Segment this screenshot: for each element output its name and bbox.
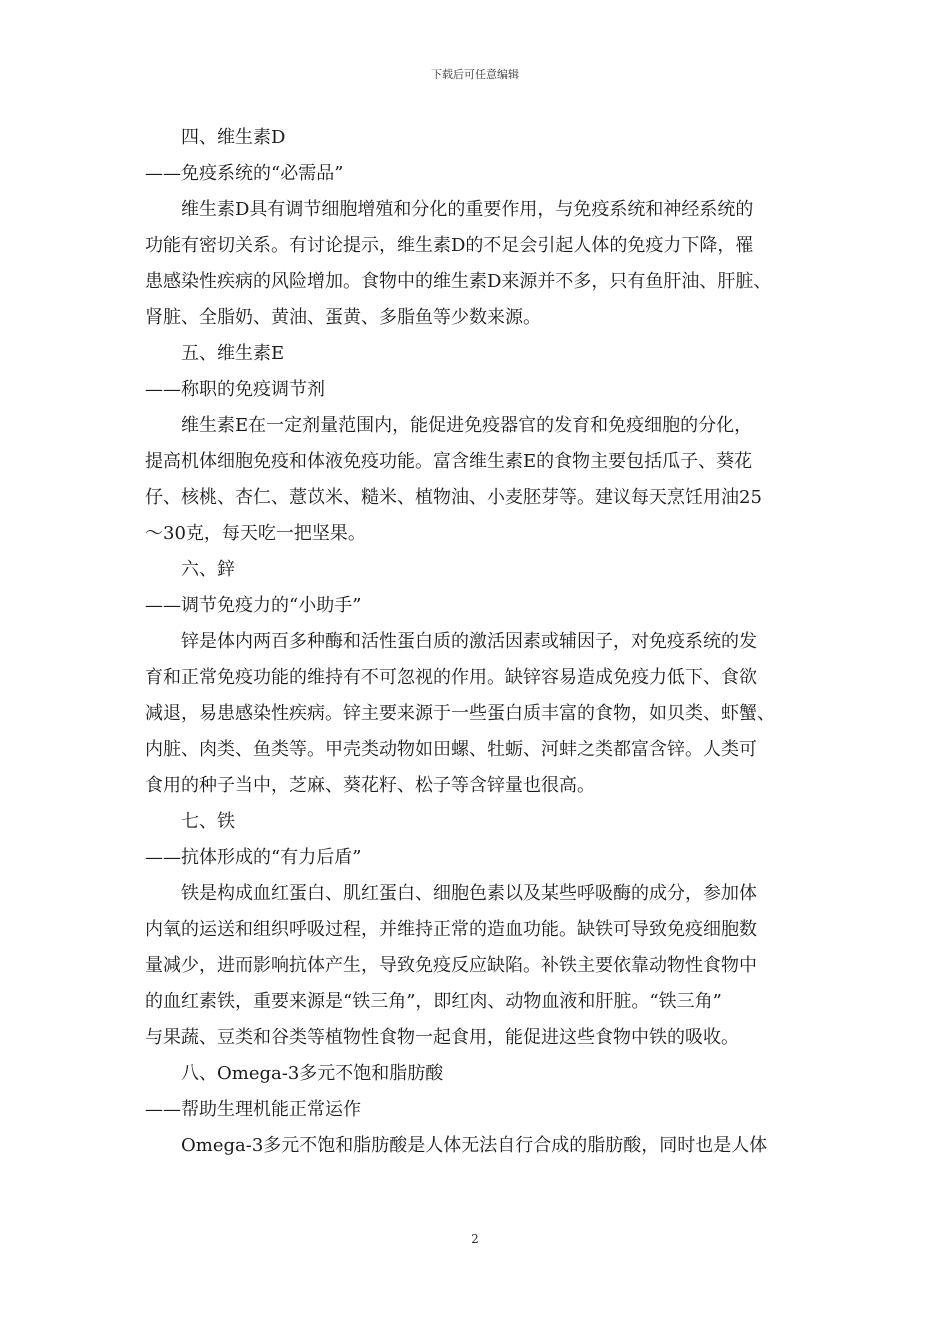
section-subtitle: ——免疫系统的“必需品” <box>145 163 344 184</box>
section-title: 六、鋅 <box>181 559 235 580</box>
section-title: 五、维生素E <box>181 343 285 364</box>
paragraph-line: Omega-3多元不饱和脂肪酸是人体无法自行合成的脂肪酸，同时也是人体 <box>181 1135 768 1156</box>
section-title: 四、维生素D <box>181 127 286 148</box>
paragraph-line: 维生素D具有调节细胞增殖和分化的重要作用，与免疫系统和神经系统的 <box>181 199 754 220</box>
section-zinc <box>145 554 810 802</box>
section-subtitle: ——抗体形成的“有力后盾” <box>145 847 362 868</box>
paragraph-line: 患感染性疾病的风险增加。食物中的维生素D来源并不多，只有鱼肝油、肝脏、 <box>145 271 772 292</box>
section-title: 八、Omega-3多元不饱和脂肪酸 <box>181 1063 444 1084</box>
section-vitamin-e <box>145 338 810 550</box>
paragraph-line: 仔、核桃、杏仁、薏苡米、糙米、植物油、小麦胚芽等。建议每天烹饪用油25 <box>145 487 762 508</box>
paragraph-line: 量减少，进而影响抗体产生，导致免疫反应缺陷。补铁主要依靠动物性食物中 <box>145 955 757 976</box>
paragraph-line: 与果蔬、豆类和谷类等植物性食物一起食用，能促进这些食物中铁的吸收。 <box>145 1027 739 1048</box>
section-subtitle: ——帮助生理机能正常运作 <box>145 1099 361 1120</box>
section-vitamin-d <box>145 122 810 334</box>
page-header-note: 下载后可任意编辑 <box>431 68 519 81</box>
paragraph-line: 功能有密切关系。有讨论提示，维生素D的不足会引起人体的免疫力下降，罹 <box>145 235 754 256</box>
document-body <box>145 122 810 1162</box>
paragraph-line: 肾脏、全脂奶、黄油、蛋黄、多脂鱼等少数来源。 <box>145 307 541 328</box>
paragraph-line: 内脏、肉类、鱼类等。甲壳类动物如田螺、牡蛎、河蚌之类都富含锌。人类可 <box>145 739 757 760</box>
paragraph-line: 食用的种子当中，芝麻、葵花籽、松子等含锌量也很高。 <box>145 775 595 796</box>
paragraph-line: 减退，易患感染性疾病。锌主要来源于一些蛋白质丰富的食物，如贝类、虾蟹、 <box>145 703 775 724</box>
paragraph-line: 的血红素铁，重要来源是“铁三角”，即红肉、动物血液和肝脏。“铁三角” <box>145 991 722 1012</box>
paragraph-line: 提高机体细胞免疫和体液免疫功能。富含维生素E的食物主要包括瓜子、葵花 <box>145 451 753 472</box>
section-title: 七、铁 <box>181 811 235 832</box>
paragraph-line: 锌是体内两百多种酶和活性蛋白质的激活因素或辅因子，对免疫系统的发 <box>181 631 757 652</box>
section-subtitle: ——称职的免疫调节剂 <box>145 379 325 400</box>
paragraph-line: 铁是构成血红蛋白、肌红蛋白、细胞色素以及某些呼吸酶的成分，参加体 <box>181 883 757 904</box>
section-subtitle: ——调节免疫力的“小助手” <box>145 595 362 616</box>
section-omega-3 <box>145 1058 810 1162</box>
page-number: 2 <box>471 1232 479 1246</box>
paragraph-line: 育和正常免疫功能的维持有不可忽视的作用。缺锌容易造成免疫力低下、食欲 <box>145 667 757 688</box>
paragraph-line: 内氧的运送和组织呼吸过程，并维持正常的造血功能。缺铁可导致免疫细胞数 <box>145 919 757 940</box>
paragraph-line: ～30克，每天吃一把坚果。 <box>145 523 366 544</box>
paragraph-line: 维生素E在一定剂量范围内，能促进免疫器官的发育和免疫细胞的分化， <box>181 415 753 436</box>
section-iron <box>145 806 810 1054</box>
